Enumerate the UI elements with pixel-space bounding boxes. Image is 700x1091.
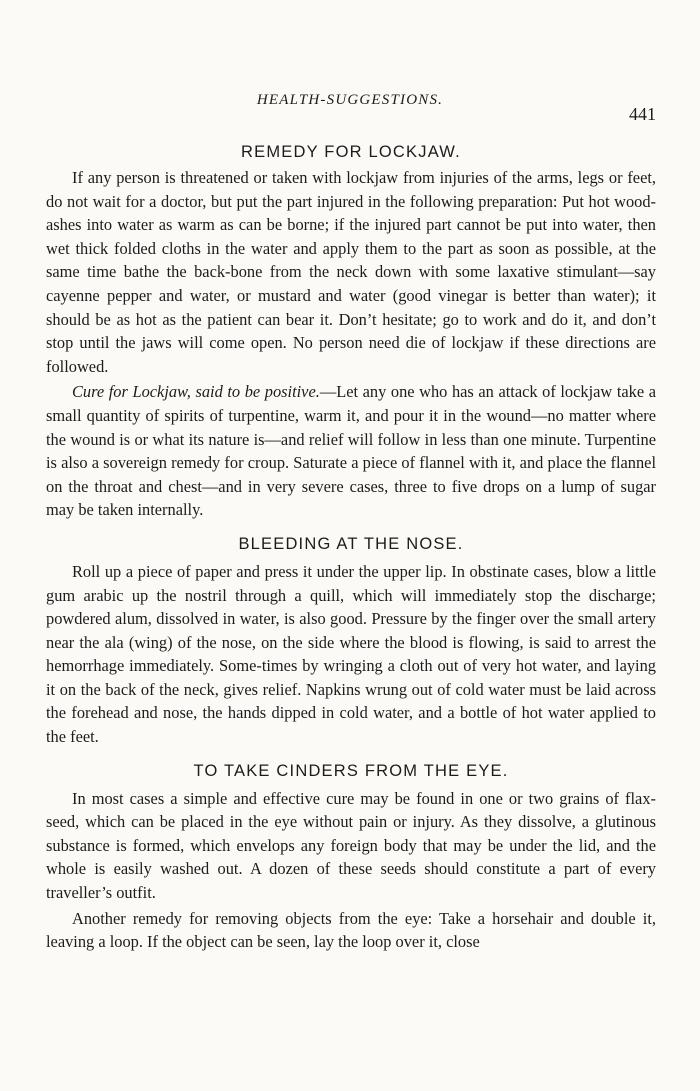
paragraph — [46, 907, 656, 954]
paragraph-text: In most cases a simple and effective cure may be found in one or two grains of flax-seed, which can be placed in the eye without pain or injury. As they dissolve, a glutinous substance is formed, which envelops any foreign body that may be under the lid, and the whole is easily washed out. A dozen of these seeds should constitute a part of every traveller’s outfit. — [46, 788, 656, 903]
section-heading: TO TAKE CINDERS FROM THE EYE. — [193, 761, 509, 780]
paragraph — [46, 787, 656, 905]
paragraph-text: Roll up a piece of paper and press it under the upper lip. In obstinate cases, blow a little gum arabic up the nostril through a quill, which will immediately stop the discharge; powdered alum, dissolved in water, is also good. Pressure by the finger over the small artery near the ala (wing) of the nose, on the side where the blood is flowing, is said to arrest the hemorrhage immediately. Some-times by wringing a cloth out of very hot water, and laying it on the back of the neck, gives relief. Napkins wrung out of cold water must be laid across the forehead and nose, the hands dipped in cold water, and a bottle of hot water applied to the feet. — [46, 561, 656, 747]
page-body — [46, 140, 656, 964]
paragraph-text: Another remedy for removing objects from the eye: Take a horsehair and double it, leaving a loop. If the object can be seen, lay the loop over it, close — [46, 908, 656, 952]
paragraph-text: —Let any one who has an attack of lockjaw take a small quantity of spirits of turpentine, warm it, and pour it in the wound—no matter where the wound is or what its nature is—and relief will follow in less than one minute. Turpentine is also a sovereign remedy for croup. Saturate a piece of flannel with it, and place the flannel on the throat and chest—and in very severe cases, three to five drops on a lump of sugar may be taken internally. — [46, 382, 657, 520]
section-lockjaw — [46, 140, 656, 522]
paragraph-text: If any person is threatened or taken with lockjaw from injuries of the arms, legs or feet, do not wait for a doctor, but put the part injured in the following preparation: Put hot wood-ashes into water as warm as can be borne; if the injured part cannot be put into water, then wet thick folded cloths in the water and apply them to the part as soon as possible, at the same time bathe the back-bone from the neck down with some laxative stimulant—say cayenne pepper and water, or mustard and water (good vinegar is better than water); it should be as hot as the patient can bear it. Don’t hesitate; go to work and do it, and don’t stop until the jaws will come open. No person need die of lockjaw if these directions are followed. — [46, 168, 656, 376]
section-nosebleed — [46, 532, 656, 749]
page-number: 441 — [629, 104, 656, 124]
paragraph — [46, 166, 656, 378]
section-heading: REMEDY FOR LOCKJAW. — [241, 143, 461, 161]
paragraph-lead: Cure for Lockjaw, said to be positive. — [72, 382, 320, 402]
section-heading: BLEEDING AT THE NOSE. — [238, 534, 464, 553]
paragraph — [46, 380, 656, 522]
paragraph — [46, 560, 656, 749]
section-cinders-eye — [46, 759, 656, 954]
running-title: HEALTH-SUGGESTIONS. — [256, 92, 444, 108]
